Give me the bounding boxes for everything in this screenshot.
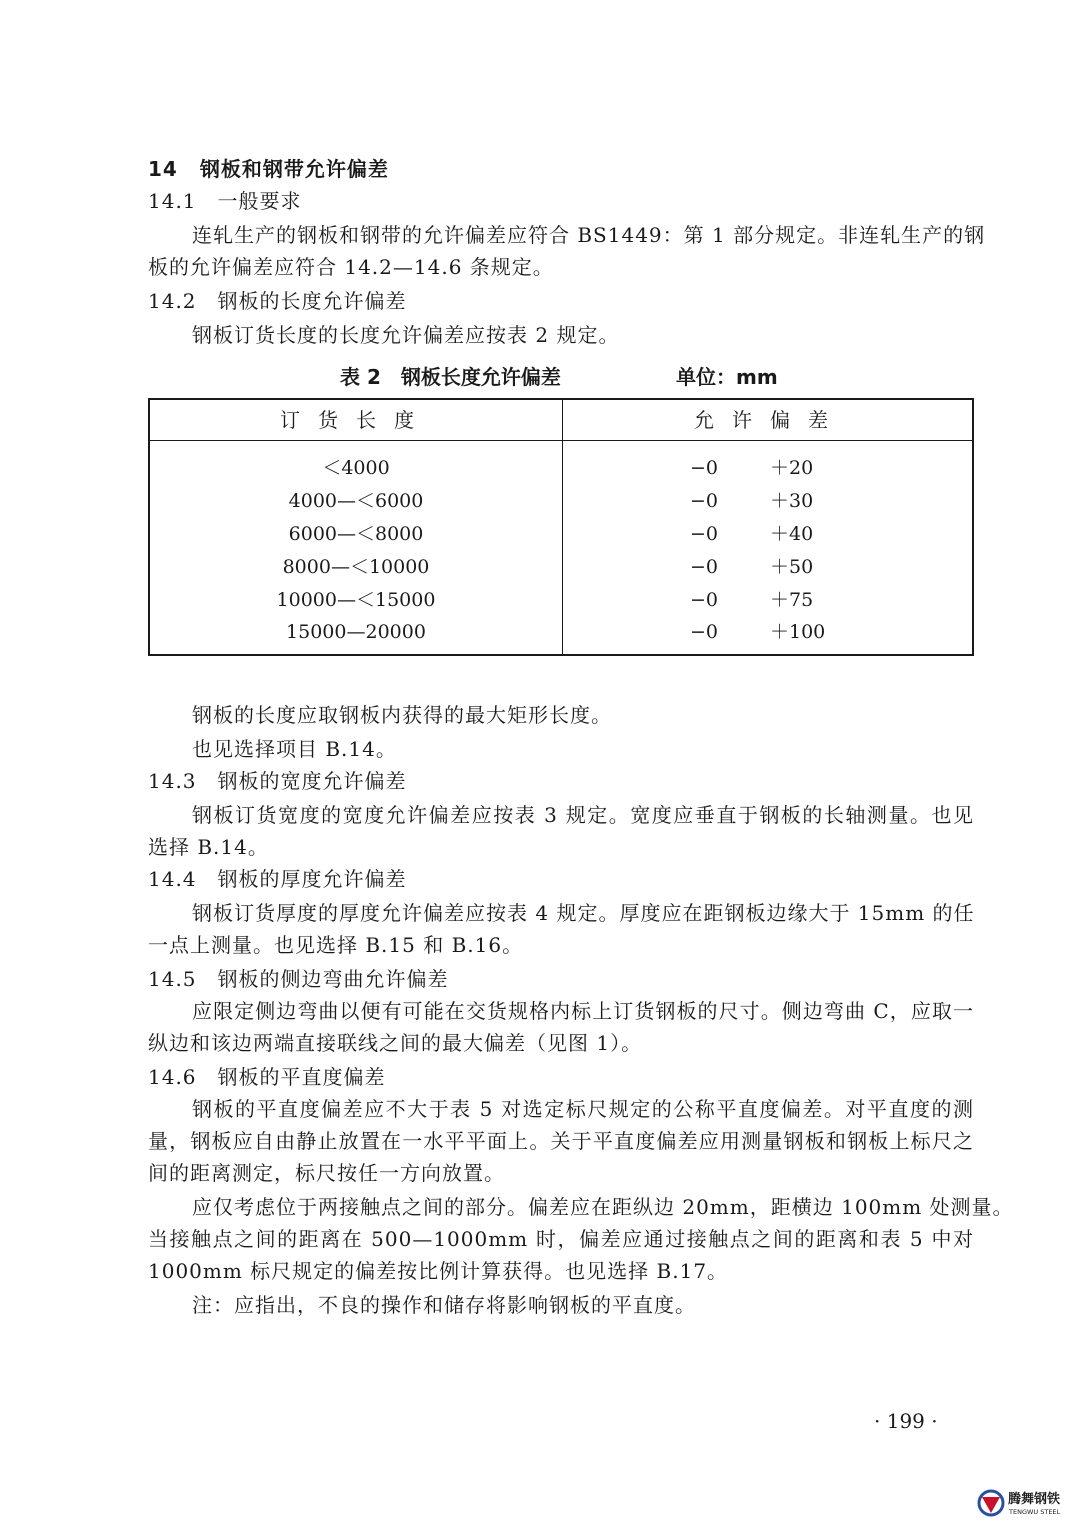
cell-length: 10000—＜15000 [276, 589, 436, 611]
cell-length: 15000—20000 [286, 621, 426, 643]
paragraph-14-5-line-2: 纵边和该边两端直接联线之间的最大偏差（见图 1）。 [148, 1031, 643, 1055]
cell-length: 6000—＜8000 [288, 523, 424, 545]
cell-min: −0 [690, 457, 719, 479]
cell-max: ＋50 [770, 556, 814, 578]
subsection-14-2-heading: 14.2 钢板的长度允许偏差 [148, 289, 407, 313]
paragraph-14-1-line-2: 板的允许偏差应符合 14.2—14.6 条规定。 [148, 255, 554, 279]
table-caption [340, 364, 778, 390]
subsection-14-1-heading: 14.1 一般要求 [148, 189, 302, 213]
cell-min: −0 [690, 556, 719, 578]
table-title: 表 2 钢板长度允许偏差 [340, 365, 561, 389]
cell-max: ＋30 [770, 490, 814, 512]
svg-text:TENGWU STEEL: TENGWU STEEL [1009, 1508, 1061, 1516]
cell-max: ＋100 [770, 621, 826, 643]
tolerance-table [148, 398, 974, 656]
paragraph-14-6-line-2: 量，钢板应自由静止放置在一水平平面上。关于平直度偏差应用测量钢板和钢板上标尺之 [148, 1129, 974, 1153]
cell-length: 4000—＜6000 [288, 490, 424, 512]
column-header-tolerance: 允许偏差 [694, 408, 846, 432]
svg-text:腾舞钢铁: 腾舞钢铁 [1008, 1492, 1061, 1507]
paragraph-14-3-line-1: 钢板订货宽度的宽度允许偏差应按表 3 规定。宽度应垂直于钢板的长轴测量。也见 [192, 803, 974, 827]
paragraph-14-1-line-1: 连轧生产的钢板和钢带的允许偏差应符合 BS1449：第 1 部分规定。非连轧生产的钢 [192, 223, 986, 247]
cell-max: ＋40 [770, 523, 814, 545]
cell-min: −0 [690, 589, 719, 611]
section-number: 14 [148, 157, 178, 181]
note: 注：应指出，不良的操作和储存将影响钢板的平直度。 [192, 1293, 696, 1317]
paragraph-14-6b-line-2: 当接触点之间的距离在 500—1000mm 时，偏差应通过接触点之间的距离和表 5 中对 [148, 1227, 974, 1251]
cell-min: −0 [690, 490, 719, 512]
tengwu-watermark [976, 1488, 1086, 1518]
paragraph-14-6-line-3: 间的距离测定，标尺按任一方向放置。 [148, 1161, 505, 1185]
paragraph-14-6b-line-1: 应仅考虑位于两接触点之间的部分。偏差应在距纵边 20mm，距横边 100mm 处测量。 [192, 1195, 1014, 1219]
table-column-divider [562, 400, 563, 654]
paragraph-14-2: 钢板订货长度的长度允许偏差应按表 2 规定。 [192, 323, 620, 347]
paragraph-see-also: 也见选择项目 B.14。 [192, 737, 397, 761]
paragraph-length-definition: 钢板的长度应取钢板内获得的最大矩形长度。 [192, 703, 612, 727]
cell-length: 8000—＜10000 [282, 556, 430, 578]
cell-min: −0 [690, 523, 719, 545]
subsection-14-6-heading: 14.6 钢板的平直度偏差 [148, 1065, 386, 1089]
subsection-14-3-heading: 14.3 钢板的宽度允许偏差 [148, 769, 407, 793]
cell-min: −0 [690, 621, 719, 643]
cell-max: ＋20 [770, 457, 814, 479]
table-header-divider [150, 440, 972, 441]
cell-max: ＋75 [770, 589, 814, 611]
paragraph-14-3-line-2: 选择 B.14。 [148, 835, 269, 859]
paragraph-14-4-line-1: 钢板订货厚度的厚度允许偏差应按表 4 规定。厚度应在距钢板边缘大于 15mm 的任 [192, 901, 975, 925]
page-number: · 199 · [874, 1409, 938, 1433]
tengwu-logo-icon [976, 1488, 1086, 1518]
section-title: 钢板和钢带允许偏差 [199, 157, 389, 181]
paragraph-14-4-line-2: 一点上测量。也见选择 B.15 和 B.16。 [148, 933, 524, 957]
subsection-14-4-heading: 14.4 钢板的厚度允许偏差 [148, 867, 407, 891]
column-header-length: 订货长度 [280, 408, 432, 432]
paragraph-14-6-line-1: 钢板的平直度偏差应不大于表 5 对选定标尺规定的公称平直度偏差。对平直度的测 [192, 1097, 974, 1121]
subsection-14-5-heading: 14.5 钢板的侧边弯曲允许偏差 [148, 967, 449, 991]
cell-length: ＜4000 [322, 457, 390, 479]
paragraph-14-5-line-1: 应限定侧边弯曲以便有可能在交货规格内标上订货钢板的尺寸。侧边弯曲 C，应取一 [192, 999, 974, 1023]
section-heading [148, 156, 389, 182]
table-unit: 单位：mm [676, 365, 778, 389]
paragraph-14-6b-line-3: 1000mm 标尺规定的偏差按比例计算获得。也见选择 B.17。 [148, 1259, 729, 1283]
